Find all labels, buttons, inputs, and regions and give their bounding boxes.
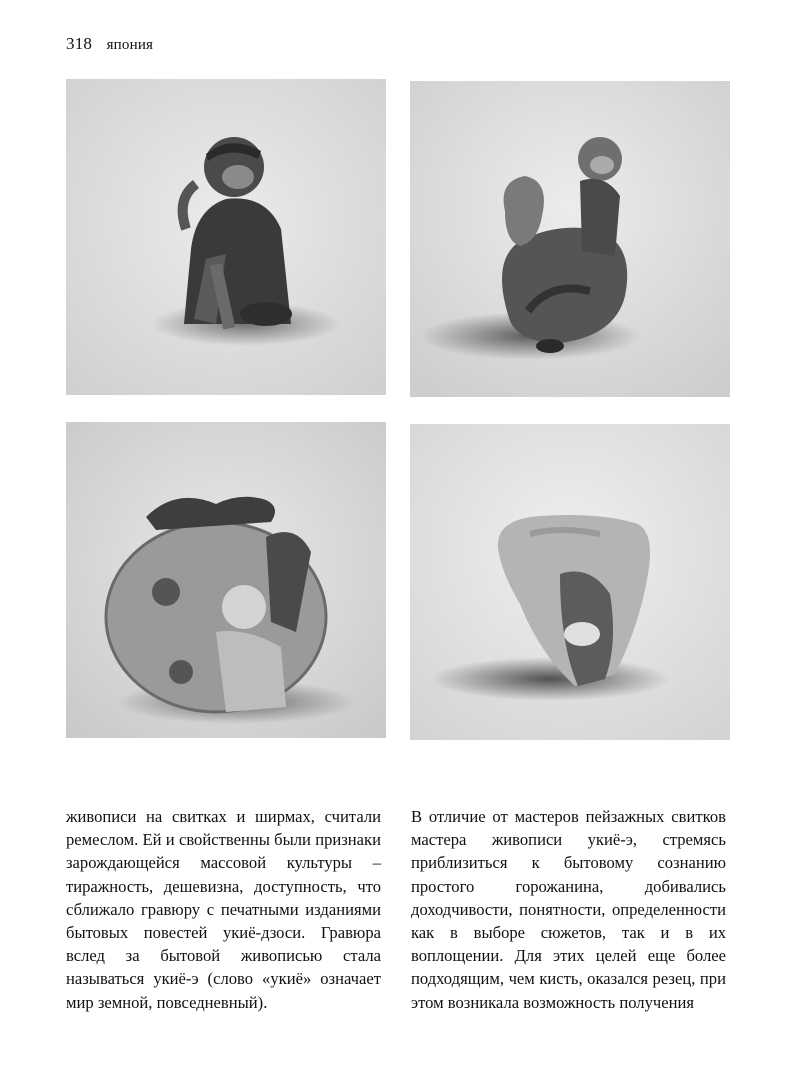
netsuke-monkey-image bbox=[66, 79, 386, 395]
photo-netsuke-boy-with-gourd bbox=[410, 81, 730, 397]
netsuke-daikoku-with-rats-image bbox=[66, 422, 386, 738]
page-number: 318 bbox=[66, 34, 93, 53]
running-head bbox=[66, 34, 153, 54]
photo-netsuke-monkey bbox=[66, 79, 386, 395]
photo-netsuke-elephant bbox=[410, 424, 730, 740]
text-column-right bbox=[411, 805, 726, 1014]
section-title: япония bbox=[106, 37, 154, 53]
paragraph: живописи на свитках и ширмах, считали ремеслом. Ей и свойственны были признаки зарождающейся массовой культуры – тиражность, дешевизна, доступность, что сближало гравюру с печатными изданиями бытовых повестей укиё-дзоси. Гравюра вслед за бытовой живописью стала называться укиё-э (слово «укиё» означает мир земной, повседневный). bbox=[66, 807, 381, 1012]
netsuke-elephant-image bbox=[410, 424, 730, 740]
text-column-left bbox=[66, 805, 381, 1014]
photo-netsuke-daikoku-with-rats bbox=[66, 422, 386, 738]
paragraph: В отличие от мастеров пейзажных свитков мастера живописи укиё-э, стремясь приблизиться к бытовому сознанию простого горожанина, добивались доходчивости, понятности, определенности как в выборе сюжетов, так и в их воплощении. Для этих целей еще более подходящим, чем кисть, оказался резец, при этом возникала возможность получения bbox=[411, 807, 726, 1012]
netsuke-boy-with-gourd-image bbox=[410, 81, 730, 397]
